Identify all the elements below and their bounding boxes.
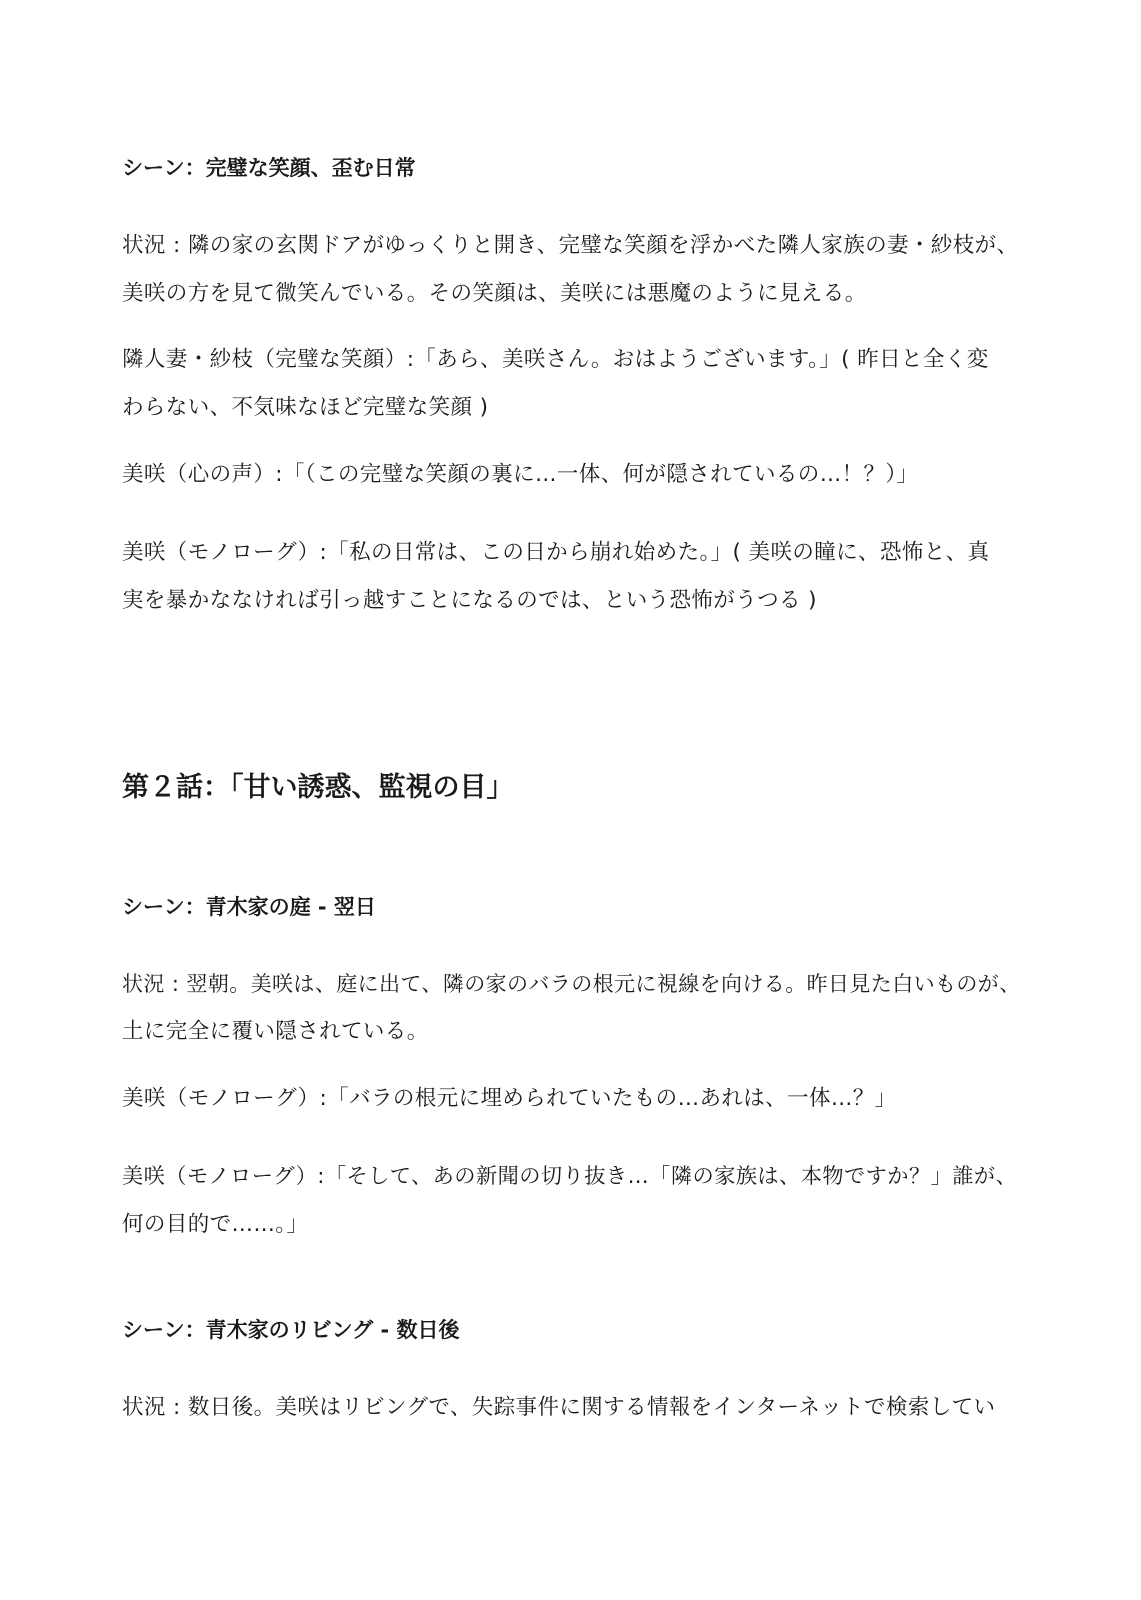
text-line: 隣人妻・紗枝（完璧な笑顔）:「あら、美咲さん。おはようございます。」( 昨日と全く変 xyxy=(122,347,989,372)
situation-paragraph xyxy=(122,960,1022,1056)
dialogue-paragraph xyxy=(122,1153,1022,1249)
situation-paragraph xyxy=(122,222,1022,318)
text-line: 実を暴かななければ引っ越すことになるのでは、という恐怖がうつる ) xyxy=(122,588,817,613)
text-line: 美咲（心の声）:「（この完璧な笑顔の裏に…一体、何が隠されているの…！？）」 xyxy=(122,462,919,487)
dialogue-paragraph xyxy=(122,336,1022,432)
text-line: 状況 : 隣の家の玄関ドアがゆっくりと開き、完璧な笑顔を浮かべた隣人家族の妻・紗枝が、 xyxy=(122,233,1019,258)
text-line: 美咲の方を見て微笑んでいる。その笑顔は、美咲には悪魔のように見える。 xyxy=(122,281,867,306)
text-line: 美咲（モノローグ）:「そして、あの新聞の切り抜き…「隣の家族は、本物ですか？」誰が、 xyxy=(122,1164,1018,1189)
episode-heading: 第２話：「甘い誘惑、監視の目」 xyxy=(122,772,514,803)
scene-heading: シーン：青木家のリビング - 数日後 xyxy=(122,1318,460,1342)
text-line: 土に完全に覆い隠されている。 xyxy=(122,1019,429,1044)
scene-heading: シーン：完璧な笑顔、歪む日常 xyxy=(122,156,416,180)
text-line: 美咲（モノローグ）:「私の日常は、この日から崩れ始めた。」( 美咲の瞳に、恐怖と、真 xyxy=(122,540,990,565)
text-line: 美咲（モノローグ）:「バラの根元に埋められていたもの…あれは、一体…？」 xyxy=(122,1086,897,1111)
dialogue-paragraph xyxy=(122,451,1022,499)
situation-paragraph xyxy=(122,1384,1022,1432)
dialogue-paragraph xyxy=(122,1075,1022,1123)
scene-heading: シーン：青木家の庭 - 翌日 xyxy=(122,895,376,919)
text-line: 状況 : 翌朝。美咲は、庭に出て、隣の家のバラの根元に視線を向ける。昨日見た白いものが、 xyxy=(122,972,1021,996)
text-line: 状況 : 数日後。美咲はリビングで、失踪事件に関する情報をインターネットで検索してい xyxy=(122,1395,996,1420)
text-line: わらない、不気味なほど完璧な笑顔 ) xyxy=(122,395,489,420)
text-line: 何の目的で……。」 xyxy=(122,1212,309,1237)
dialogue-paragraph xyxy=(122,529,1022,625)
